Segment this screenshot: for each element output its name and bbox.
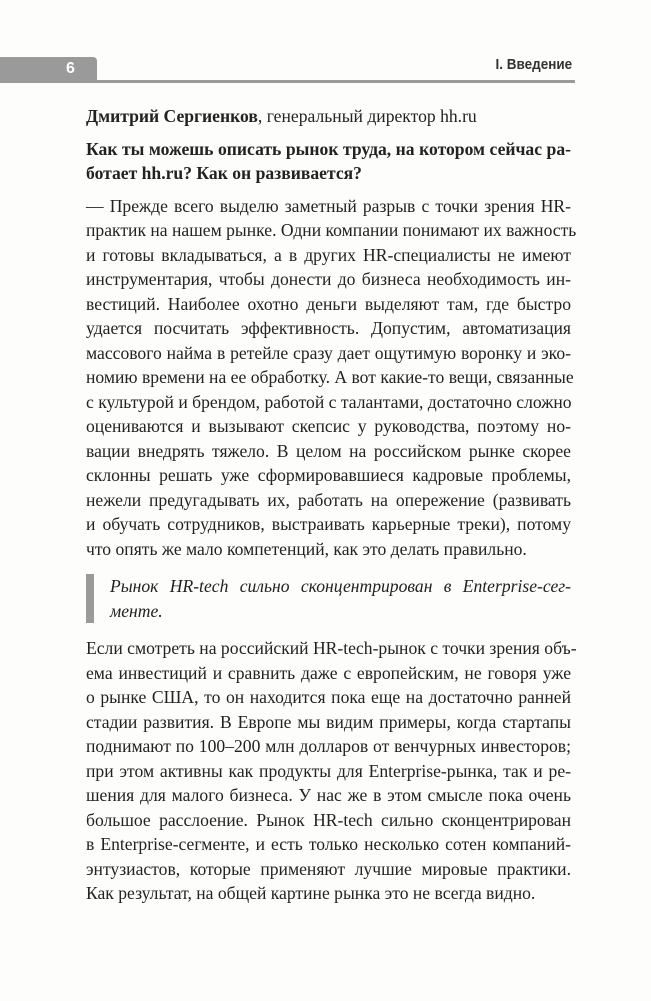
text-line: менте. bbox=[110, 600, 163, 621]
chapter-title: I. Введение bbox=[495, 56, 572, 73]
text-line: шения для малого бизнеса. У нас же в этом смысле пока очень bbox=[86, 785, 571, 805]
text-line: номию времени на ее обработку. А вот какие-то вещи, связанные bbox=[86, 367, 574, 387]
text-line: и обучать сотрудников, выстраивать карьерные треки), потому bbox=[86, 514, 571, 534]
text-line: склонны решать уже сформировавшиеся кадровые проблемы, bbox=[86, 465, 571, 485]
text-line: оцениваются и вызывают скепсис у руководства, поэтому но- bbox=[86, 416, 571, 436]
byline-name: Дмитрий Сергиенков bbox=[86, 106, 258, 126]
paragraph-2 bbox=[86, 636, 577, 906]
pullquote bbox=[110, 574, 571, 623]
text-line: Рынок HR-tech сильно сконцентрирован в Enterprise-сег- bbox=[110, 576, 571, 596]
page-body bbox=[86, 104, 577, 906]
text-line: большое расслоение. Рынок HR-tech сильно сконцентрирован bbox=[86, 809, 571, 830]
text-line: практик на нашем рынке. Одни компании понимают их важность bbox=[86, 220, 577, 240]
pullquote-wrap bbox=[86, 574, 571, 623]
header-rule bbox=[0, 80, 575, 83]
text-line: массового найма в ретейле сразу дает ощутимую воронку и эко- bbox=[86, 342, 571, 363]
text-line: поднимают по 100–200 млн долларов от венчурных инвесторов; bbox=[86, 736, 571, 756]
text-line: инструментария, чтобы донести до бизнеса необходимость ин- bbox=[86, 269, 571, 289]
question bbox=[86, 137, 571, 186]
text-line: вации внедрять тяжело. В целом на российском рынке скорее bbox=[86, 440, 571, 461]
text-line: Как ты можешь описать рынок труда, на котором сейчас ра- bbox=[86, 138, 571, 159]
text-line: в Enterprise-сегменте, и есть только несколько сотен компаний- bbox=[86, 834, 571, 854]
text-line: Если смотреть на российский HR-tech-рынок с точки зрения объ- bbox=[86, 638, 577, 658]
byline-role: , генеральный директор hh.ru bbox=[257, 106, 477, 126]
text-line: вестиций. Наиболее охотно деньги выделяют там, где быстро bbox=[86, 293, 571, 314]
text-line: нежели предугадывать их, работать на опережение (развивать bbox=[86, 489, 571, 510]
pullquote-bar bbox=[86, 574, 94, 623]
text-line: что опять же мало компетенций, как это делать правильно. bbox=[86, 538, 527, 559]
text-line: стадии развития. В Европе мы видим примеры, когда стартапы bbox=[86, 711, 571, 732]
text-line: и готовы вкладываться, а в других HR-специалисты не имеют bbox=[86, 244, 571, 265]
paragraph-1 bbox=[86, 194, 577, 562]
text-line: удается посчитать эффективность. Допустим, автоматизация bbox=[86, 318, 571, 338]
text-line: ема инвестиций и сравнить даже с европейским, не говоря уже bbox=[86, 662, 571, 683]
text-line: при этом активны как продукты для Enterprise-рынка, так и ре- bbox=[86, 760, 571, 781]
text-line: энтузиастов, которые применяют лучшие мировые практики. bbox=[86, 858, 571, 879]
text-line: о рынке США, то он находится пока еще на достаточно ранней bbox=[86, 687, 571, 707]
page-number-tab bbox=[0, 57, 97, 82]
byline bbox=[86, 104, 571, 129]
text-line: Как результат, на общей картине рынка это не всегда видно. bbox=[86, 883, 536, 903]
text-line: с культурой и брендом, работой с талантами, достаточно сложно bbox=[86, 391, 572, 412]
text-line: ботает hh.ru? Как он развивается? bbox=[86, 163, 362, 183]
text-line: — Прежде всего выделю заметный разрыв с точки зрения HR- bbox=[86, 195, 571, 216]
page-number: 6 bbox=[66, 60, 75, 77]
